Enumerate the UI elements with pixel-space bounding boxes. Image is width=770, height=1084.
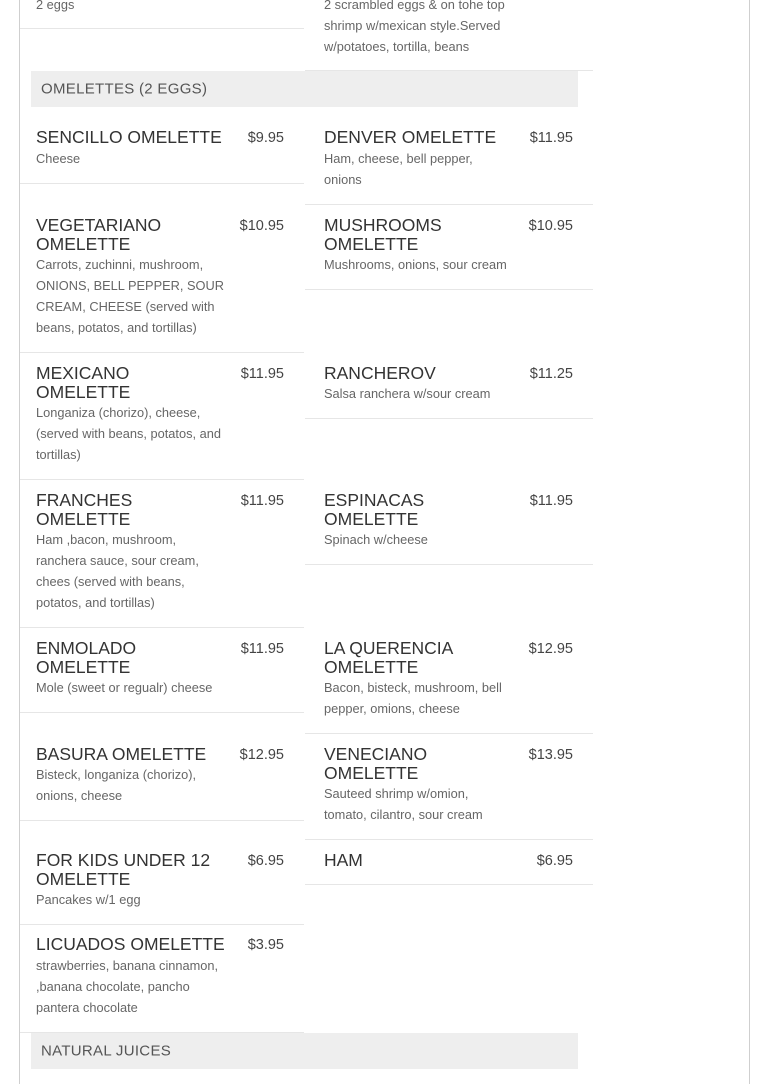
item-price: $11.95 xyxy=(240,641,284,657)
menu-item-mushrooms xyxy=(305,205,593,290)
menu-item-rancherov xyxy=(305,290,593,419)
item-description: Pancakes w/1 egg xyxy=(36,892,141,907)
item-price: $11.95 xyxy=(240,493,284,509)
item-name: LA QUERENCIA OMELETTE xyxy=(324,638,453,677)
menu-item-licuados xyxy=(20,925,304,1033)
menu-item-top-left xyxy=(20,0,304,29)
menu-item-denver xyxy=(305,113,593,205)
item-description: 2 scrambled eggs & on tohe top shrimp w/mexican style.Served w/potatoes, tortilla, beans xyxy=(324,0,505,54)
item-name: HAM xyxy=(324,850,363,870)
menu-item-vegetariano xyxy=(20,184,304,353)
item-name: VEGETARIANO OMELETTE xyxy=(36,215,162,254)
item-price: $12.95 xyxy=(528,641,573,657)
section-header-omelettes xyxy=(31,71,578,107)
menu-item-ham xyxy=(305,840,593,885)
item-name: DENVER OMELETTE xyxy=(324,127,497,147)
item-name: LICUADOS OMELETTE xyxy=(36,934,225,954)
item-description: Ham, cheese, bell pepper, onions xyxy=(324,151,473,187)
item-description: Salsa ranchera w/sour cream xyxy=(324,386,491,401)
menu-item-basura xyxy=(20,713,304,821)
item-name: MEXICANO OMELETTE xyxy=(36,363,131,402)
item-price: $11.95 xyxy=(529,130,573,146)
item-price: $11.95 xyxy=(529,493,573,509)
item-price: $11.25 xyxy=(529,366,573,382)
menu-item-espinacas xyxy=(305,419,593,565)
item-name: MUSHROOMS OMELETTE xyxy=(324,215,442,254)
menu-frame-right-border xyxy=(749,0,750,1084)
item-description: strawberries, banana cinnamon, ,banana chocolate, pancho pantera chocolate xyxy=(36,958,219,1015)
item-description: 2 eggs xyxy=(36,0,75,12)
menu-item-la-querencia xyxy=(305,565,593,734)
item-price: $6.95 xyxy=(536,853,573,869)
item-price: $10.95 xyxy=(528,218,573,234)
item-description: Bacon, bisteck, mushroom, bell pepper, omions, cheese xyxy=(324,680,502,716)
item-name: BASURA OMELETTE xyxy=(36,744,207,764)
item-description: Longaniza (chorizo), cheese, (served with beans, potatos, and tortillas) xyxy=(36,405,221,462)
item-price: $11.95 xyxy=(240,366,284,382)
item-price: $10.95 xyxy=(239,218,284,234)
item-name: ESPINACAS OMELETTE xyxy=(324,490,425,529)
menu-item-top-right xyxy=(305,0,593,71)
item-description: Cheese xyxy=(36,151,81,166)
item-name: SENCILLO OMELETTE xyxy=(36,127,222,147)
item-description: Ham ,bacon, mushroom, ranchera sauce, sour cream, chees (served with beans, potatos, and tortillas) xyxy=(36,532,199,610)
item-name: FRANCHES OMELETTE xyxy=(36,490,133,529)
section-title: OMELETTES (2 EGGS) xyxy=(41,80,208,98)
item-description: Spinach w/cheese xyxy=(324,532,428,547)
item-description: Bisteck, longaniza (chorizo), onions, cheese xyxy=(36,767,197,803)
item-name: FOR KIDS UNDER 12 OMELETTE xyxy=(36,850,211,889)
menu-item-sencillo xyxy=(20,113,304,184)
menu-item-mexicano xyxy=(20,353,304,480)
item-price: $13.95 xyxy=(528,747,573,763)
item-description: Mole (sweet or regualr) cheese xyxy=(36,680,213,695)
item-price: $6.95 xyxy=(247,853,284,869)
menu-item-veneciano xyxy=(305,734,593,840)
item-name: VENECIANO OMELETTE xyxy=(324,744,428,783)
item-description: Carrots, zuchinni, mushroom, ONIONS, BELL PEPPER, SOUR CREAM, CHEESE (served with beans, potatos, and tortillas) xyxy=(36,257,224,335)
item-price: $12.95 xyxy=(239,747,284,763)
item-description: Sauteed shrimp w/omion, tomato, cilantro, sour cream xyxy=(324,786,483,822)
item-price: $9.95 xyxy=(247,130,284,146)
section-header-natural-juices xyxy=(31,1033,578,1069)
item-name: ENMOLADO OMELETTE xyxy=(36,638,137,677)
item-name: RANCHEROV xyxy=(324,363,436,383)
menu-item-enmolado xyxy=(20,628,304,713)
menu-item-kids xyxy=(20,821,304,925)
section-title: NATURAL JUICES xyxy=(41,1042,172,1060)
item-price: $3.95 xyxy=(247,937,284,953)
item-description: Mushrooms, onions, sour cream xyxy=(324,257,507,272)
menu-item-franches xyxy=(20,480,304,628)
